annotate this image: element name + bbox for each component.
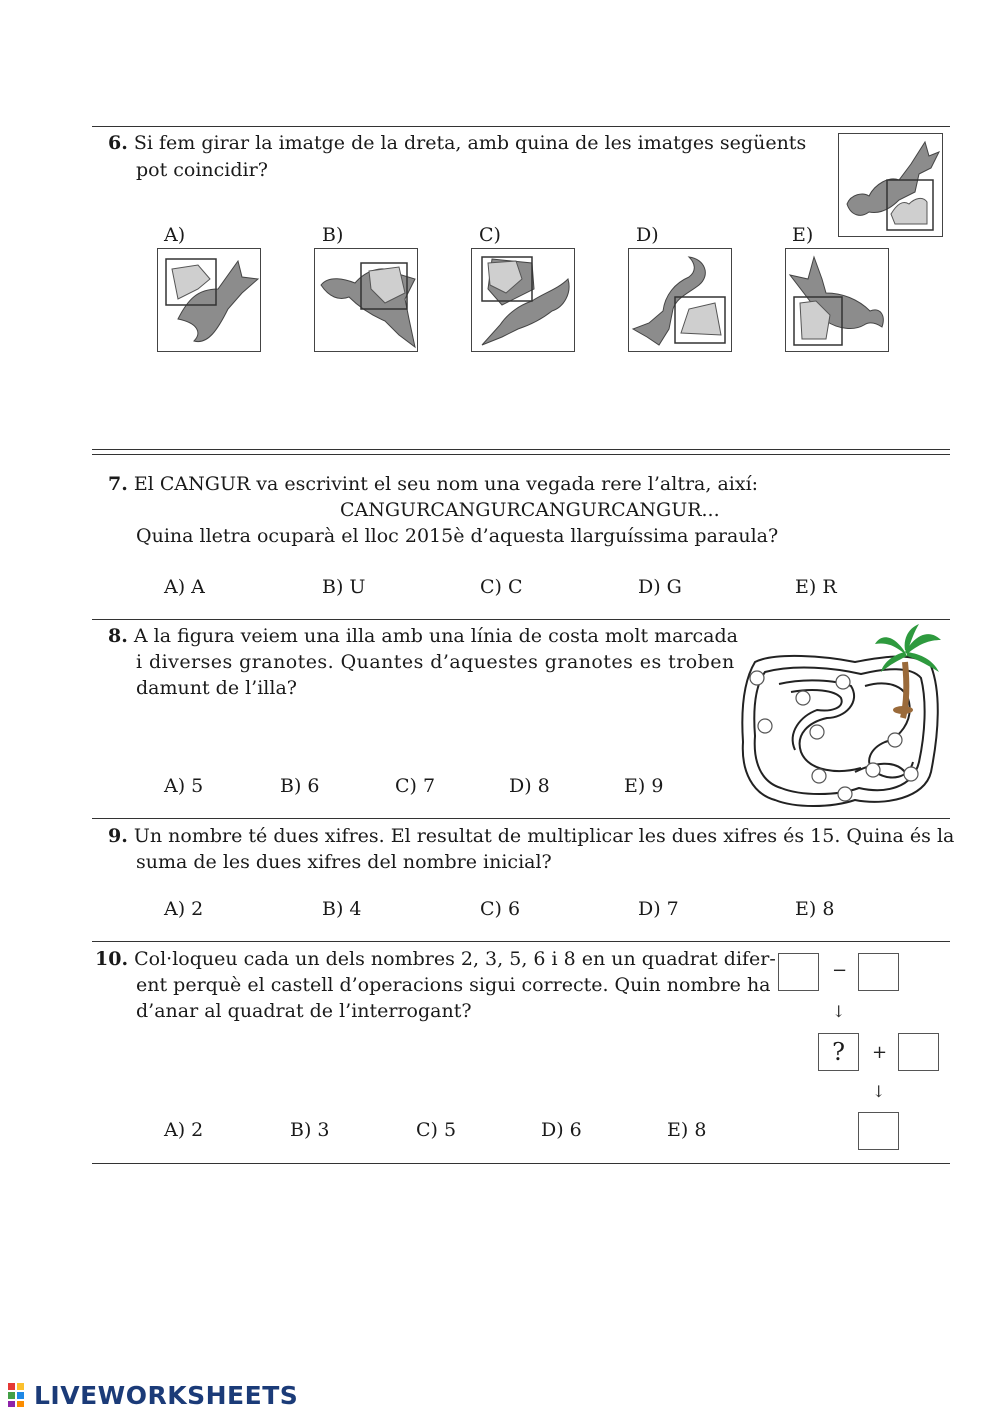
q10-option-d[interactable]: D) 6: [541, 1119, 582, 1141]
q9-top-rule: [92, 818, 950, 819]
q10-number: 10.: [95, 948, 129, 970]
brand-grid-icon: [8, 1383, 34, 1407]
brand-text: LIVEWORKSHEETS: [34, 1380, 299, 1410]
q8-line3: damunt de l’illa?: [136, 677, 297, 699]
castle-minus-sign: −: [832, 960, 848, 981]
castle-arrow-1: ↓: [832, 1002, 846, 1021]
q7-top-rule-1: [92, 449, 950, 450]
q6-option-b-label: B): [322, 224, 344, 246]
q7-option-e[interactable]: E) R: [795, 576, 837, 598]
q8-option-e[interactable]: E) 9: [624, 775, 664, 797]
q7-option-b[interactable]: B) U: [322, 576, 366, 598]
q9-option-d[interactable]: D) 7: [638, 898, 679, 920]
q7-sequence: CANGURCANGURCANGURCANGUR...: [340, 499, 720, 521]
q10-line1: 10. Col·loqueu cada un dels nombres 2, 3, 5, 6 i 8 en un quadrat difer-: [95, 948, 776, 970]
q8-line2: i diverses granotes. Quantes d’aquestes granotes es troben: [136, 651, 735, 673]
q8-option-d[interactable]: D) 8: [509, 775, 550, 797]
q8-option-c[interactable]: C) 7: [395, 775, 436, 797]
q7-top-rule-2: [92, 454, 950, 455]
q9-option-c[interactable]: C) 6: [480, 898, 521, 920]
q9-option-b[interactable]: B) 4: [322, 898, 362, 920]
q10-option-c[interactable]: C) 5: [416, 1119, 457, 1141]
q6-option-c-label: C): [479, 224, 501, 246]
q10-option-a[interactable]: A) 2: [164, 1119, 204, 1141]
q7-line3: Quina lletra ocuparà el lloc 2015è d’aquesta llarguíssima paraula?: [136, 525, 779, 547]
castle-arrow-2: ↓: [872, 1082, 886, 1101]
q8-option-a[interactable]: A) 5: [164, 775, 204, 797]
island-figure: [735, 622, 950, 814]
q6-option-e-image[interactable]: [785, 248, 889, 352]
castle-box-bottom[interactable]: [858, 1112, 899, 1150]
q9-option-a[interactable]: A) 2: [164, 898, 204, 920]
q7-line1: 7. El CANGUR va escrivint el seu nom una vegada rere l’altra, així:: [108, 473, 759, 495]
palm-tree: [875, 624, 941, 718]
q6-option-c-image[interactable]: [471, 248, 575, 352]
q10-option-e[interactable]: E) 8: [667, 1119, 707, 1141]
q8-line1: 8. A la figura veiem una illa amb una línia de costa molt marcada: [108, 625, 739, 647]
frog-icons: [750, 671, 918, 801]
castle-box-top-right[interactable]: [858, 953, 899, 991]
q8-option-b[interactable]: B) 6: [280, 775, 320, 797]
q6-line2: pot coincidir?: [136, 159, 268, 181]
q7-option-a[interactable]: A) A: [164, 576, 205, 598]
q10-line3: d’anar al quadrat de l’interrogant?: [136, 1000, 472, 1022]
castle-box-top-left[interactable]: [778, 953, 819, 991]
q6-line1: 6. Si fem girar la imatge de la dreta, amb quina de les imatges següents: [108, 132, 807, 154]
q7-option-d[interactable]: D) G: [638, 576, 682, 598]
castle-box-question[interactable]: ?: [818, 1033, 859, 1071]
castle-box-middle-right[interactable]: [898, 1033, 939, 1071]
q7-number: 7.: [108, 473, 128, 495]
castle-plus-sign: +: [872, 1042, 888, 1063]
q10-top-rule: [92, 941, 950, 942]
q9-line2: suma de les dues xifres del nombre inicial?: [136, 851, 552, 873]
q10-line2: ent perquè el castell d’operacions sigui correcte. Quin nombre ha: [136, 974, 771, 996]
q9-line1: 9. Un nombre té dues xifres. El resultat de multiplicar les dues xifres és 15. Quina és la: [108, 825, 955, 847]
q6-option-a-image[interactable]: [157, 248, 261, 352]
q6-option-e-label: E): [792, 224, 814, 246]
q6-option-d-label: D): [636, 224, 659, 246]
q7-option-c[interactable]: C) C: [480, 576, 523, 598]
q6-top-rule: [92, 126, 950, 127]
q9-number: 9.: [108, 825, 128, 847]
q6-option-d-image[interactable]: [628, 248, 732, 352]
q9-option-e[interactable]: E) 8: [795, 898, 835, 920]
q6-number: 6.: [108, 132, 128, 154]
q8-top-rule: [92, 619, 950, 620]
q10-bottom-rule: [92, 1163, 950, 1164]
q6-option-b-image[interactable]: [314, 248, 418, 352]
q6-option-a-label: A): [164, 224, 186, 246]
q10-option-b[interactable]: B) 3: [290, 1119, 330, 1141]
liveworksheets-logo: [8, 1380, 298, 1410]
q6-reference-image: [838, 133, 943, 237]
q8-number: 8.: [108, 625, 128, 647]
